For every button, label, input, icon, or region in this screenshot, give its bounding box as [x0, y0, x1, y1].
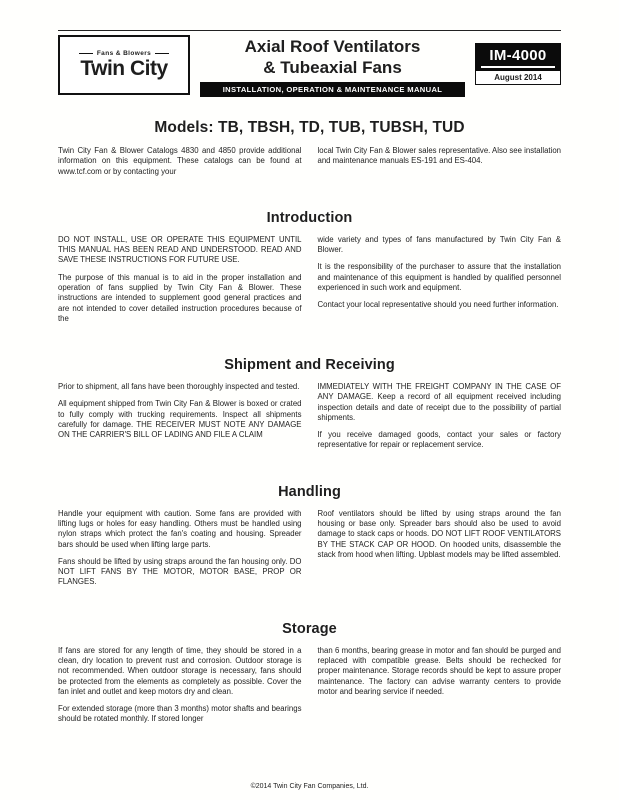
section-shipment-and-receiving — [58, 357, 561, 458]
paragraph: Roof ventilators should be lifted by using straps around the fan housing or base only. Spreader bars should also be used to avoid damage to stack caps or hoods. DO NOT LIFT ROOF VENTILATORS BY THE STACK CAP OR HOOD. On hooded units, disassemble the stack from hood when lifting. Upblast models may be lifted assembled. — [317, 508, 561, 559]
paragraph: All equipment shipped from Twin City Fan & Blower is boxed or crated to fully comply with trucking requirements. Inspect all shipments carefully for damage. THE RECEIVER MUST NOTE ANY DAMAGE ON THE CARRIER'S BILL OF LADING AND FILE A CLAIM — [58, 399, 302, 440]
right-column — [318, 509, 562, 595]
logo-wordmark: Twin City — [80, 56, 168, 80]
manual-type-bar: INSTALLATION, OPERATION & MAINTENANCE MANUAL — [200, 82, 465, 97]
section-introduction — [58, 210, 561, 331]
doc-title-line2: & Tubeaxial Fans — [263, 57, 402, 77]
doc-number-black-box — [475, 43, 561, 71]
left-column — [58, 382, 302, 458]
paragraph: Handle your equipment with caution. Some fans are provided with lifting lugs or holes for easy handling. Others must be handled using nylon straps which protect the fan's coating and housing. Spreader bars should be used when lifting large parts. — [58, 508, 302, 549]
paragraph: Prior to shipment, all fans have been thoroughly inspected and tested. — [58, 382, 300, 392]
section-storage — [58, 621, 561, 732]
paragraph: Contact your local representative should you need further information. — [317, 300, 559, 310]
right-column — [318, 235, 562, 331]
paragraph: If fans are stored for any length of time, they should be stored in a clean, dry location to prevent rust and corrosion. Outdoor storage is not recommended. When outdoor storage is necessary, fans should be protected from the elements as completely as possible. Cover the fan inlet and outlet and keep motors dry and clean. — [58, 645, 302, 696]
paragraph: Fans should be lifted by using straps around the fan housing only. DO NOT LIFT FANS BY THE MOTOR, MOTOR BASE, PROP OR FLANGES. — [58, 556, 302, 587]
left-column — [58, 646, 302, 732]
doc-title-line1: Axial Roof Ventilators — [244, 37, 421, 56]
paragraph: Twin City Fan & Blower Catalogs 4830 and 4850 provide additional information on this equipment. These catalogs can be found at www.tcf.com or by contacting your — [58, 145, 302, 176]
section-heading-storage: Storage — [282, 620, 337, 637]
section-heading-handling: Handling — [278, 483, 341, 500]
left-column — [58, 509, 302, 595]
doc-number-underline — [481, 66, 555, 68]
logo-tagline: Fans & Blowers — [79, 50, 169, 57]
right-column — [318, 382, 562, 458]
doc-date: August 2014 — [475, 71, 561, 85]
section-heading-shipment: Shipment and Receiving — [224, 357, 395, 374]
paragraph: The purpose of this manual is to aid in the proper installation and operation of fans supplied by Twin City Fan & Blower. These instructions are intended to supplement good general practices and are not intended to cover detailed instruction procedures because of the — [58, 272, 302, 323]
doc-number: IM-4000 — [489, 47, 547, 64]
paragraph: IMMEDIATELY WITH THE FREIGHT COMPANY IN THE CASE OF ANY DAMAGE. Keep a record of all equipment received including inspection details and date of receipt due to the possibility of partial shipments. — [317, 382, 561, 422]
left-column — [58, 146, 302, 184]
paragraph: wide variety and types of fans manufactured by Twin City Fan & Blower. — [317, 234, 561, 255]
paragraph: If you receive damaged goods, contact your sales or factory representative for repair or replacement service. — [317, 430, 561, 450]
left-column — [58, 235, 302, 331]
twin-city-logo — [58, 35, 190, 95]
paragraph: For extended storage (more than 3 months) motor shafts and bearings should be rotated monthly. If stored longer — [58, 704, 302, 724]
paragraph: than 6 months, bearing grease in motor and fan should be purged and replaced with compatible grease. Belts should be rechecked for proper maintenance. Storage records should be kept to assure proper maintenance. The factory can advise warranty centers to provide motor and bearing service if needed. — [317, 645, 561, 696]
section-heading-models: Models: TB, TBSH, TD, TUB, TUBSH, TUD — [154, 118, 465, 136]
two-column-layout — [58, 382, 561, 458]
section-models — [58, 119, 561, 184]
right-column — [318, 146, 562, 184]
copyright-footer: ©2014 Twin City Fan Companies, Ltd. — [250, 783, 369, 790]
right-column — [318, 646, 562, 732]
title-block — [200, 35, 465, 97]
section-heading-introduction: Introduction — [266, 209, 353, 226]
paragraph: DO NOT INSTALL, USE OR OPERATE THIS EQUIPMENT UNTIL THIS MANUAL HAS BEEN READ AND UNDERSTOOD. READ AND SAVE THESE INSTRUCTIONS FOR FUTURE USE. — [58, 234, 302, 265]
document-header — [58, 30, 561, 97]
paragraph: It is the responsibility of the purchaser to assure that the installation and maintenance of this equipment is handled by qualified personnel experienced in such work and equipment. — [317, 262, 561, 292]
two-column-layout — [58, 646, 561, 732]
two-column-layout — [58, 146, 561, 184]
two-column-layout — [58, 235, 561, 331]
section-handling — [58, 484, 561, 595]
doc-number-box — [475, 43, 561, 85]
paragraph: local Twin City Fan & Blower sales representative. Also see installation and maintenance manuals ES-191 and ES-404. — [317, 145, 561, 166]
two-column-layout — [58, 509, 561, 595]
